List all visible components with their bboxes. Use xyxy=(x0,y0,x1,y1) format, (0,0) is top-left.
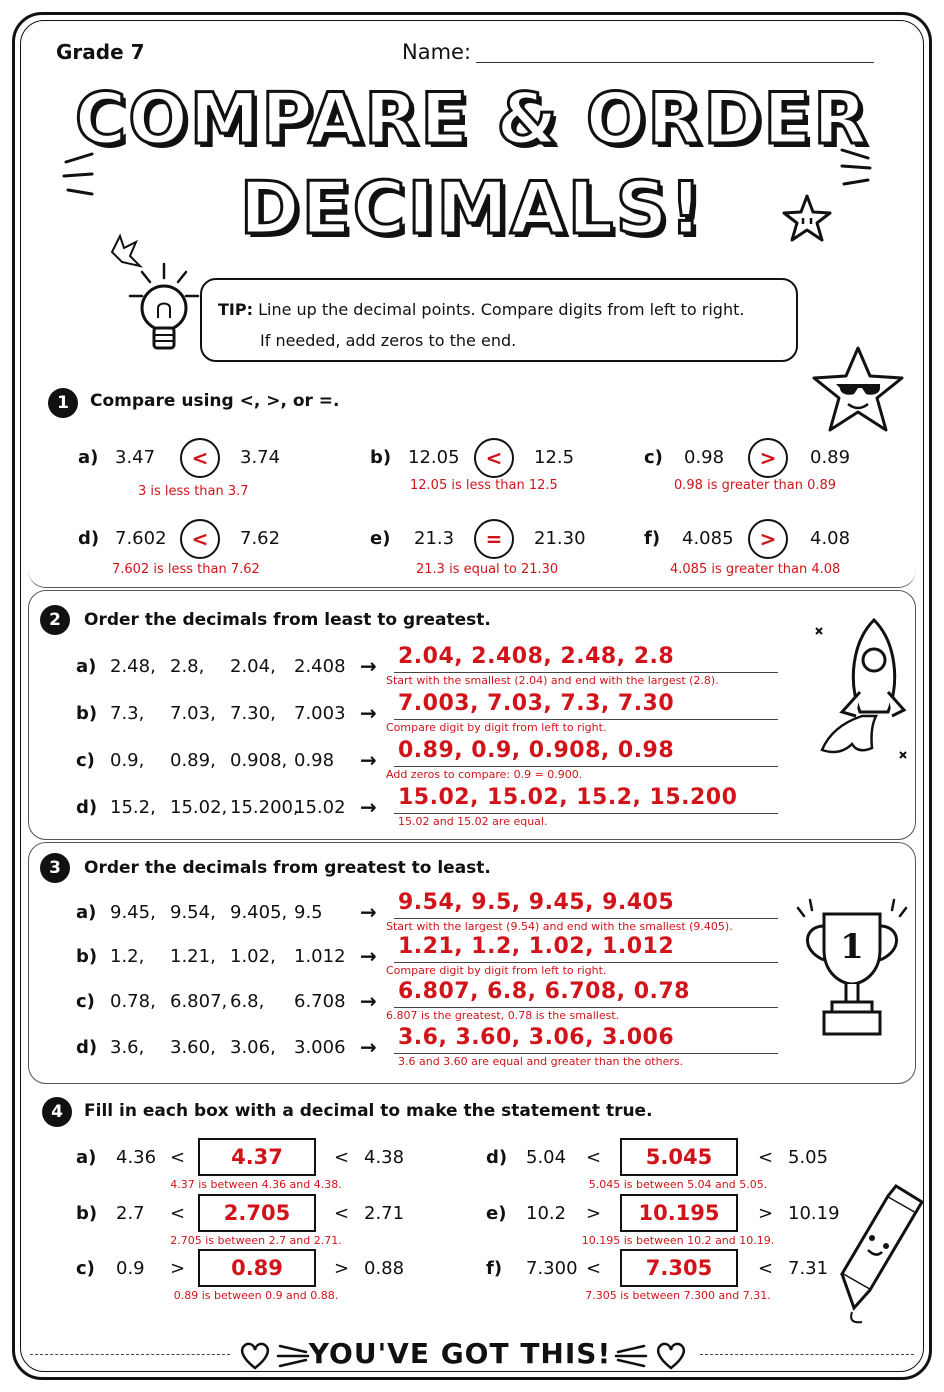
number: 3.6, xyxy=(110,1037,145,1058)
answer-line[interactable] xyxy=(394,672,778,673)
item-label: c) xyxy=(644,447,663,468)
number: 9.45, xyxy=(110,902,156,923)
number: 21.30 xyxy=(534,528,586,549)
section-4 xyxy=(28,1086,916,1320)
number: 5.05 xyxy=(788,1147,829,1168)
section-number: 1 xyxy=(48,388,78,418)
item-label: c) xyxy=(76,750,95,771)
answer-note: 7.602 is less than 7.62 xyxy=(112,562,260,577)
number: 2.8, xyxy=(170,656,205,677)
sparkle-right-icon xyxy=(836,136,876,196)
item-label: b) xyxy=(76,946,98,967)
answer-note: 2.705 is between 2.7 and 2.71. xyxy=(170,1234,342,1247)
item-label: b) xyxy=(76,1203,98,1224)
number: 9.405, xyxy=(230,902,288,923)
answer-box[interactable]: 0.89 xyxy=(198,1249,316,1287)
operator: < xyxy=(758,1147,774,1168)
answer: 1.21, 1.2, 1.02, 1.012 xyxy=(398,934,675,959)
number: 0.908, xyxy=(230,750,288,771)
number: 4.38 xyxy=(364,1147,405,1168)
section-number: 2 xyxy=(40,605,70,635)
item-label: a) xyxy=(76,1147,97,1168)
answer-note: 5.045 is between 5.04 and 5.05. xyxy=(588,1178,768,1191)
operator: < xyxy=(170,1147,186,1168)
trophy-icon xyxy=(790,896,914,1036)
item-label: c) xyxy=(76,991,95,1012)
compare-circle[interactable]: > xyxy=(748,438,788,478)
svg-text:1: 1 xyxy=(840,927,864,967)
answer-note: 0.89 is between 0.9 and 0.88. xyxy=(173,1289,339,1302)
grade-label: Grade 7 xyxy=(56,40,145,64)
item-label: c) xyxy=(76,1258,95,1279)
answer-note: 21.3 is equal to 21.30 xyxy=(416,562,559,577)
number: 3.006 xyxy=(294,1037,346,1058)
number: 15.02 xyxy=(294,797,346,818)
number: 15.02, xyxy=(170,797,228,818)
item-label: e) xyxy=(486,1203,507,1224)
arrow-icon: → xyxy=(360,944,377,968)
answer-note: 6.807 is the greatest, 0.78 is the smallest. xyxy=(386,1009,620,1022)
number: 3.47 xyxy=(115,447,156,468)
number: 7.31 xyxy=(788,1258,829,1279)
number: 7.3, xyxy=(110,703,145,724)
number: 3.06, xyxy=(230,1037,276,1058)
compare-circle[interactable]: = xyxy=(474,519,514,559)
number: 2.04, xyxy=(230,656,276,677)
number: 7.62 xyxy=(240,528,281,549)
answer-line[interactable] xyxy=(394,813,778,814)
star-icon xyxy=(780,192,834,246)
operator: < xyxy=(334,1203,350,1224)
answer-line[interactable] xyxy=(394,719,778,720)
arrow-icon: → xyxy=(360,900,377,924)
number: 5.04 xyxy=(526,1147,567,1168)
section-number: 3 xyxy=(40,853,70,883)
item-label: b) xyxy=(370,447,392,468)
operator: > xyxy=(586,1203,602,1224)
number: 7.03, xyxy=(170,703,216,724)
lightbulb-icon xyxy=(122,262,208,372)
number: 0.98 xyxy=(684,447,725,468)
number: 6.807, xyxy=(170,991,228,1012)
number: 9.5 xyxy=(294,902,323,923)
arrow-icon: → xyxy=(360,748,377,772)
number: 15.2, xyxy=(110,797,156,818)
number: 10.19 xyxy=(788,1203,840,1224)
item-label: a) xyxy=(76,656,97,677)
answer-line[interactable] xyxy=(394,1007,778,1008)
number: 7.003 xyxy=(294,703,346,724)
number: 21.3 xyxy=(414,528,455,549)
number: 15.200, xyxy=(230,797,299,818)
number: 4.085 xyxy=(682,528,734,549)
number: 0.78, xyxy=(110,991,156,1012)
arrow-icon: → xyxy=(360,989,377,1013)
answer-note: 7.305 is between 7.300 and 7.31. xyxy=(585,1289,771,1302)
operator: > xyxy=(758,1203,774,1224)
answer: 6.807, 6.8, 6.708, 0.78 xyxy=(398,979,690,1004)
number: 1.2, xyxy=(110,946,145,967)
answer-note: 4.085 is greater than 4.08 xyxy=(670,562,841,577)
item-label: a) xyxy=(78,447,99,468)
compare-circle[interactable]: < xyxy=(180,438,220,478)
answer: 3.6, 3.60, 3.06, 3.006 xyxy=(398,1025,675,1050)
section-instruction: Fill in each box with a decimal to make the statement true. xyxy=(84,1101,653,1121)
operator: > xyxy=(170,1258,186,1279)
page-title-line2: DECIMALS! xyxy=(239,166,705,250)
number: 0.89 xyxy=(810,447,851,468)
number: 0.89, xyxy=(170,750,216,771)
answer-note: 12.05 is less than 12.5 xyxy=(410,478,558,493)
answer-note: 15.02 and 15.02 are equal. xyxy=(398,815,548,828)
section-instruction: Order the decimals from least to greatest. xyxy=(84,610,491,630)
answer: 7.003, 7.03, 7.3, 7.30 xyxy=(398,691,675,716)
item-label: d) xyxy=(78,528,100,549)
answer-line[interactable] xyxy=(394,962,778,963)
number: 0.9 xyxy=(116,1258,145,1279)
dash-right-icon xyxy=(612,1336,648,1372)
answer: 0.89, 0.9, 0.908, 0.98 xyxy=(398,738,675,763)
number: 4.08 xyxy=(810,528,851,549)
number: 2.48, xyxy=(110,656,156,677)
item-label: d) xyxy=(76,797,98,818)
footer-banner xyxy=(300,1330,620,1378)
answer-note: Compare digit by digit from left to right. xyxy=(386,964,607,977)
arrow-icon: → xyxy=(360,795,377,819)
heart-icon xyxy=(654,1340,688,1370)
answer: 15.02, 15.02, 15.2, 15.200 xyxy=(398,785,738,810)
heart-icon xyxy=(238,1340,272,1370)
footer-text: YOU'VE GOT THIS! xyxy=(308,1337,612,1370)
number: 1.02, xyxy=(230,946,276,967)
operator: > xyxy=(334,1258,350,1279)
answer-line[interactable] xyxy=(394,1053,778,1054)
item-label: a) xyxy=(76,902,97,923)
name-field[interactable] xyxy=(476,62,874,63)
operator: < xyxy=(170,1203,186,1224)
answer-box[interactable]: 5.045 xyxy=(620,1138,738,1176)
answer-note: 4.37 is between 4.36 and 4.38. xyxy=(170,1178,342,1191)
tip-box xyxy=(200,278,798,362)
number: 2.408 xyxy=(294,656,346,677)
section-number: 4 xyxy=(42,1097,72,1127)
number: 2.7 xyxy=(116,1203,145,1224)
rocket-icon xyxy=(804,612,914,772)
section-instruction: Order the decimals from greatest to least. xyxy=(84,858,491,878)
answer-line[interactable] xyxy=(394,918,778,919)
item-label: d) xyxy=(76,1037,98,1058)
answer-note: Start with the smallest (2.04) and end with the largest (2.8). xyxy=(386,674,719,687)
divider xyxy=(700,1354,914,1355)
answer-note: 3.6 and 3.60 are equal and greater than the others. xyxy=(398,1055,684,1068)
number: 7.30, xyxy=(230,703,276,724)
tip-line1: Line up the decimal points. Compare digits from left to right. xyxy=(258,300,745,319)
sparkle-left-icon xyxy=(58,140,98,200)
number: 0.9, xyxy=(110,750,145,771)
answer-box[interactable]: 2.705 xyxy=(198,1194,316,1232)
item-label: b) xyxy=(76,703,98,724)
number: 1.21, xyxy=(170,946,216,967)
operator: < xyxy=(586,1147,602,1168)
answer-box[interactable]: 10.195 xyxy=(620,1194,738,1232)
compare-circle[interactable]: < xyxy=(474,438,514,478)
number: 9.54, xyxy=(170,902,216,923)
operator: < xyxy=(758,1258,774,1279)
number: 3.60, xyxy=(170,1037,216,1058)
number: 10.2 xyxy=(526,1203,567,1224)
arrow-icon: → xyxy=(360,701,377,725)
item-label: f) xyxy=(644,528,661,549)
item-label: f) xyxy=(486,1258,503,1279)
number: 7.602 xyxy=(115,528,167,549)
number: 7.300 xyxy=(526,1258,578,1279)
tip-line2: If needed, add zeros to the end. xyxy=(260,331,517,350)
answer: 2.04, 2.408, 2.48, 2.8 xyxy=(398,644,675,669)
arrow-icon: → xyxy=(360,654,377,678)
answer-note: Start with the largest (9.54) and end with the smallest (9.405). xyxy=(386,920,733,933)
answer-note: 10.195 is between 10.2 and 10.19. xyxy=(581,1234,775,1247)
number: 2.71 xyxy=(364,1203,405,1224)
compare-circle[interactable]: > xyxy=(748,519,788,559)
answer-note: Compare digit by digit from left to right. xyxy=(386,721,607,734)
tip-label: TIP: xyxy=(218,300,253,319)
name-label: Name: xyxy=(402,40,472,64)
number: 1.012 xyxy=(294,946,346,967)
number: 0.98 xyxy=(294,750,335,771)
page-title-line1: COMPARE & ORDER xyxy=(74,78,870,160)
compare-circle[interactable]: < xyxy=(180,519,220,559)
item-label: e) xyxy=(370,528,391,549)
operator: < xyxy=(334,1147,350,1168)
number: 12.5 xyxy=(534,447,575,468)
number: 6.708 xyxy=(294,991,346,1012)
arrow-icon: → xyxy=(360,1035,377,1059)
operator: < xyxy=(586,1258,602,1279)
answer-box[interactable]: 7.305 xyxy=(620,1249,738,1287)
number: 3.74 xyxy=(240,447,281,468)
number: 0.88 xyxy=(364,1258,405,1279)
answer-box[interactable]: 4.37 xyxy=(198,1138,316,1176)
divider xyxy=(30,1354,230,1355)
answer-line[interactable] xyxy=(394,766,778,767)
number: 12.05 xyxy=(408,447,460,468)
answer-note: 3 is less than 3.7 xyxy=(138,484,249,499)
pencil-icon xyxy=(826,1186,922,1326)
answer-note: Add zeros to compare: 0.9 = 0.900. xyxy=(386,768,583,781)
answer: 9.54, 9.5, 9.45, 9.405 xyxy=(398,890,675,915)
answer-note: 0.98 is greater than 0.89 xyxy=(674,478,837,493)
number: 4.36 xyxy=(116,1147,157,1168)
section-instruction: Compare using <, >, or =. xyxy=(90,391,340,411)
number: 6.8, xyxy=(230,991,265,1012)
item-label: d) xyxy=(486,1147,508,1168)
